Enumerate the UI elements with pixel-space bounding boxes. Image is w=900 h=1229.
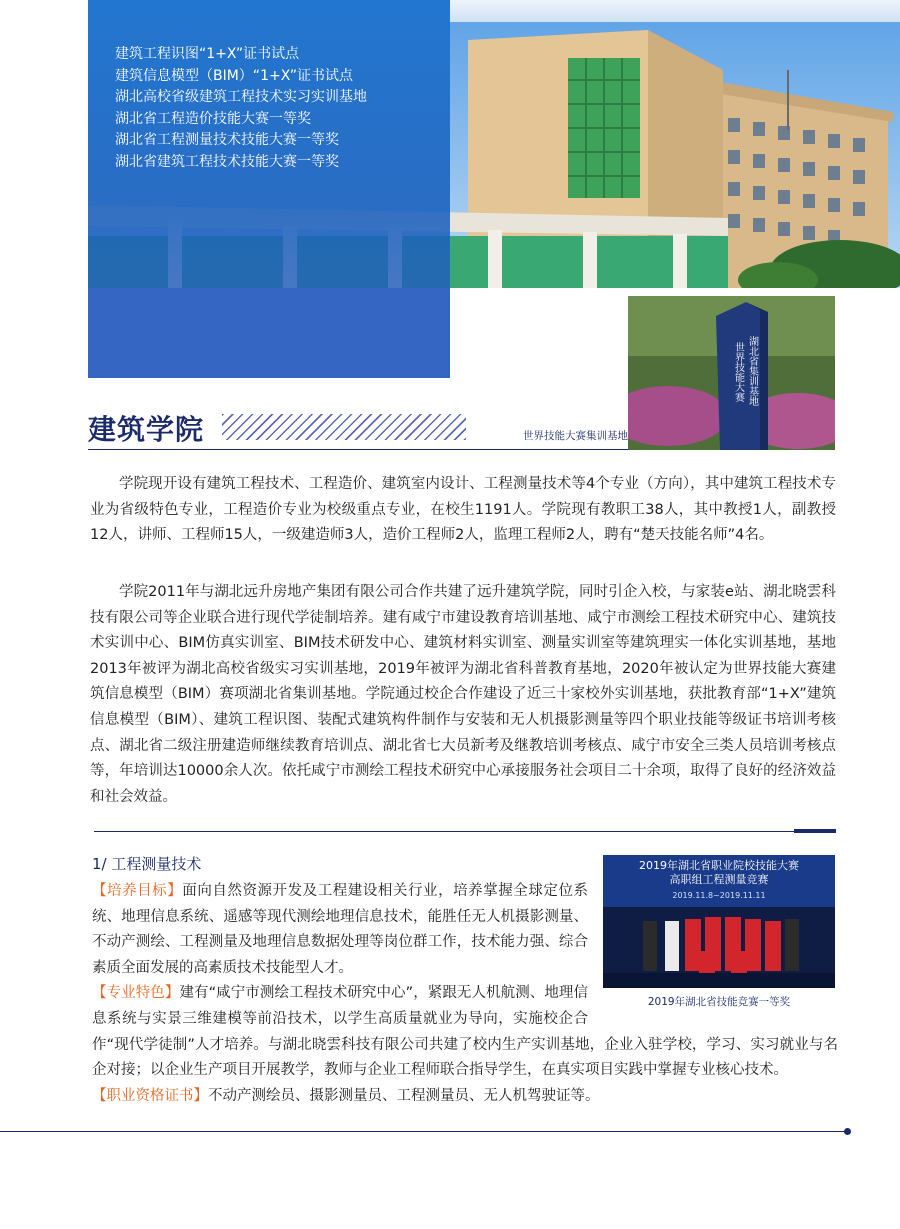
banner-line-1: 2019年湖北省职业院校技能大赛 — [639, 859, 799, 872]
section-surveying-body — [92, 879, 838, 1109]
sign-text: 湖北省集训基地 — [746, 336, 758, 406]
section-divider — [94, 831, 836, 832]
honor-item: 湖北高校省级建筑工程技术实习实训基地 — [115, 89, 367, 106]
bottom-rule — [0, 1131, 848, 1132]
banner-line-3: 2019.11.8~2019.11.11 — [672, 891, 766, 900]
bottom-rule-dot — [844, 1128, 851, 1135]
honor-item: 湖北省建筑工程技术技能大赛一等奖 — [115, 153, 339, 170]
honor-item: 湖北省工程测量技术技能大赛一等奖 — [115, 132, 339, 149]
hero-blue-overlay-lower — [88, 288, 450, 378]
tag-major-feature: 【专业特色】 — [92, 985, 180, 1002]
major-feature-text: 建有“咸宁市测绘工程技术研究中心”，紧跟无人机航测、地理信息系统与实景三维建模等前沿技术，以学生高质量就业为导向，实施校企合作“现代学徒制”人才培养。与湖北晓雲科技有限公司共建了校内生产实训基地，企业入驻学校，学习、实习就业与名企对接；以企业生产项目开展教学，教师与企业工程师联合指导学生，在真实项目实践中掌握专业核心技术。 — [92, 985, 838, 1079]
intro-paragraph-1: 学院现开设有建筑工程技术、工程造价、建筑室内设计、工程测量技术等4个专业（方向），其中建筑工程技术专业为省级特色专业，工程造价专业为校级重点专业，在校生1191人。学院现有教职工38人，其中教授1人，副教授12人，讲师、工程师15人，一级建造师3人，造价工程师2人，监理工程师2人，聘有“楚天技能名师”4名。 — [90, 476, 836, 544]
page-title: 建筑学院 — [88, 413, 205, 446]
banner-line-2: 高职组工程测量竞赛 — [669, 873, 769, 886]
honor-item: 湖北省工程造价技能大赛一等奖 — [115, 110, 311, 127]
tag-certificates: 【职业资格证书】 — [92, 1087, 208, 1104]
section-title-surveying: 1/ 工程测量技术 — [92, 855, 202, 873]
tag-training-goal: 【培养目标】 — [92, 883, 183, 899]
title-underline — [88, 449, 628, 450]
sign-text-2: 世界技能大赛 — [732, 342, 744, 402]
world-skills-caption: 世界技能大赛集训基地 — [523, 430, 628, 442]
honor-item: 建筑信息模型（BIM）“1+X”证书试点 — [115, 67, 353, 84]
competition-caption: 2019年湖北省技能竞赛一等奖 — [647, 996, 791, 1008]
certificates-text: 不动产测绘员、摄影测量员、工程测量员、无人机驾驶证等。 — [208, 1087, 600, 1104]
training-goal-text: 面向自然资源开发及工程建设相关行业，培养掌握全球定位系统、地理信息系统、遥感等现代测绘地理信息技术，能胜任无人机摄影测量、不动产测绘、工程测量及地理信息数据处理等岗位群工作，技术能力强、综合素质全面发展的高素质技术技能型人才。 — [92, 883, 588, 976]
intro-paragraph-2: 学院2011年与湖北远升房地产集团有限公司合作共建了远升建筑学院，同时引企入校，与家装e站、湖北晓雲科技有限公司等企业联合进行现代学徒制培养。建有咸宁市建设教育培训基地、咸宁市测绘工程技术研究中心、建筑技术实训中心、BIM仿真实训室、BIM技术研发中心、建筑材料实训室、测量实训室等建筑理实一体化实训基地，基地2013年被评为湖北高校省级实习实训基地，2019年被评为湖北省科普教育基地，2020年被认定为世界技能大赛建筑信息模型（BIM）赛项湖北省集训基地。学院通过校企合作建设了近三十家校外实训基地，获批教育部“1+X”建筑信息模型（BIM）、建筑工程识图、装配式建筑构件制作与安装和无人机摄影测量等四个职业技能等级证书培训考核点、湖北省二级注册建造师继续教育培训点、湖北省七大员新考及继教培训考核点、咸宁市安全三类人员培训考核点等，年培训达10000余人次。依托咸宁市测绘工程技术研究中心承接服务社会项目二十余项，取得了良好的经济效益和社会效益。 — [90, 584, 836, 805]
sky-strip — [450, 0, 900, 22]
honor-item: 建筑工程识图“1+X”证书试点 — [115, 46, 300, 62]
honors-list — [115, 44, 445, 174]
section-divider-cap — [794, 829, 836, 833]
title-hatch-decoration — [222, 414, 466, 440]
world-skills-photo — [628, 296, 835, 450]
